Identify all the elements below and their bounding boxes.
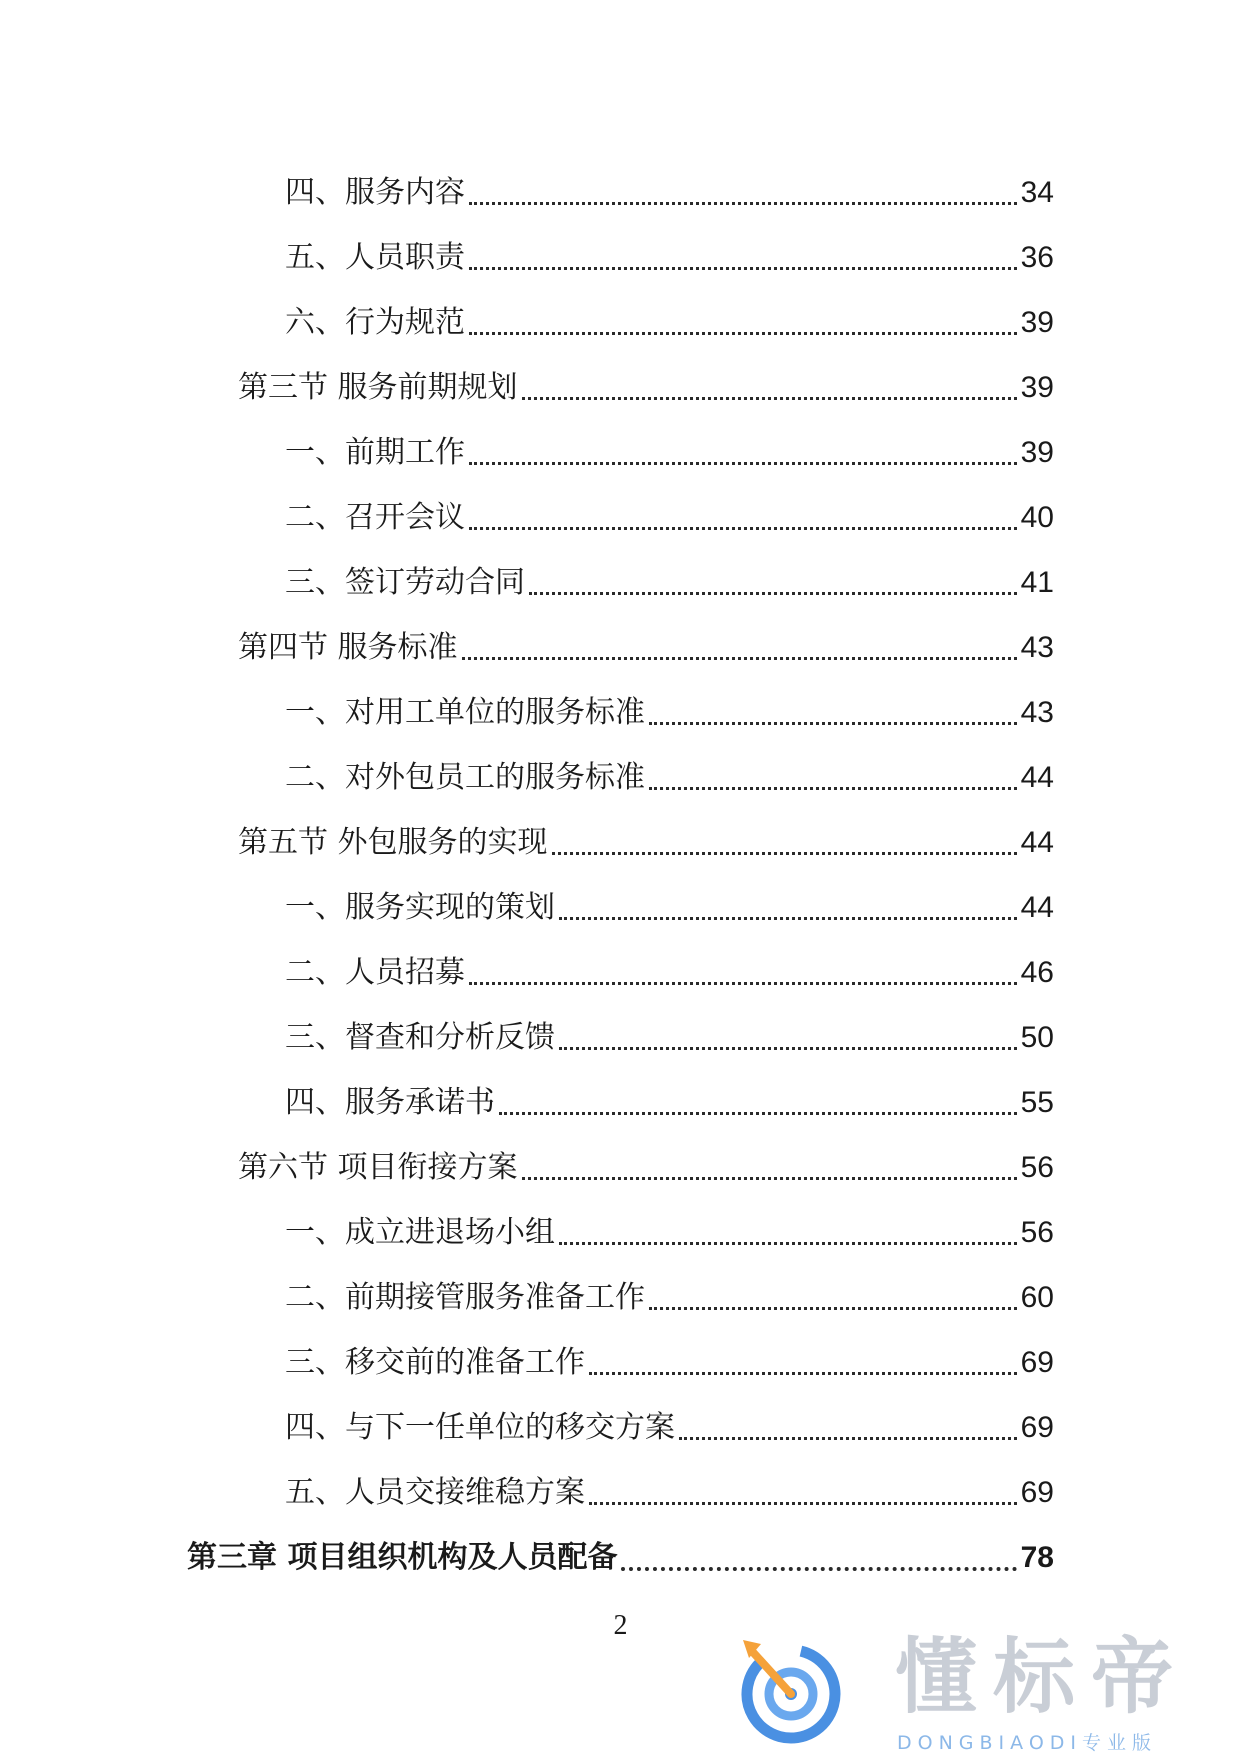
toc-entry-title: 第五节 外包服务的实现 — [238, 824, 548, 860]
toc-dot-leader — [469, 497, 1017, 530]
toc-entry-page: 41 — [1020, 565, 1054, 599]
toc-entry-page: 39 — [1020, 370, 1054, 404]
toc-entry-page: 56 — [1020, 1215, 1054, 1249]
toc-entry-page: 78 — [1020, 1540, 1054, 1574]
toc-entry-title: 第六节 项目衔接方案 — [238, 1149, 518, 1185]
toc-entry-title: 六、行为规范 — [285, 304, 465, 340]
toc-entry-title: 四、服务内容 — [285, 174, 465, 210]
toc-entry[interactable] — [0, 615, 1241, 680]
toc-entry-title: 第四节 服务标准 — [238, 629, 458, 665]
toc-dot-leader — [469, 302, 1017, 335]
toc-dot-leader — [529, 562, 1017, 595]
toc-entry-title: 二、前期接管服务准备工作 — [285, 1279, 645, 1315]
toc-entry-title: 一、前期工作 — [285, 434, 465, 470]
toc-entry[interactable] — [0, 225, 1241, 290]
toc-dot-leader — [522, 367, 1017, 400]
toc-dot-leader — [589, 1472, 1017, 1505]
toc-entry[interactable] — [0, 485, 1241, 550]
toc-entry-title: 二、人员招募 — [285, 954, 465, 990]
toc-entry[interactable] — [0, 355, 1241, 420]
toc-entry-title: 一、对用工单位的服务标准 — [285, 694, 645, 730]
toc-entry[interactable] — [0, 745, 1241, 810]
toc-entry[interactable] — [0, 940, 1241, 1005]
toc-entry-page: 44 — [1020, 890, 1054, 924]
toc-dot-leader — [559, 1212, 1017, 1245]
toc-entry-page: 43 — [1020, 630, 1054, 664]
target-arrow-icon — [735, 1628, 857, 1750]
toc-entry-title: 一、服务实现的策划 — [285, 889, 555, 925]
toc-dot-leader — [559, 1017, 1017, 1050]
toc-entry-page: 39 — [1020, 305, 1054, 339]
toc-dot-leader — [499, 1082, 1017, 1115]
toc-entry[interactable] — [0, 1330, 1241, 1395]
toc-dot-leader — [559, 887, 1017, 920]
toc-entry-page: 55 — [1020, 1085, 1054, 1119]
toc-entry-page: 44 — [1020, 760, 1054, 794]
toc-entry-title: 第三章 项目组织机构及人员配备 — [187, 1539, 618, 1575]
toc-entry[interactable] — [0, 810, 1241, 875]
toc-entry-page: 69 — [1020, 1475, 1054, 1509]
toc-entry[interactable] — [0, 680, 1241, 745]
toc-entry-page: 40 — [1020, 500, 1054, 534]
toc-dot-leader — [522, 1147, 1017, 1180]
toc-entry[interactable] — [0, 550, 1241, 615]
toc-entry[interactable] — [0, 420, 1241, 485]
toc-entry-page: 50 — [1020, 1020, 1054, 1054]
toc-entry-page: 46 — [1020, 955, 1054, 989]
toc-entry-page: 44 — [1020, 825, 1054, 859]
toc-entry-page: 39 — [1020, 435, 1054, 469]
toc-entry-title: 二、召开会议 — [285, 499, 465, 535]
toc-entry-title: 四、服务承诺书 — [285, 1084, 495, 1120]
toc-dot-leader — [469, 237, 1017, 270]
watermark-subtitle: DONGBIAODI专业版 — [897, 1732, 1158, 1754]
toc-entry-title: 三、签订劳动合同 — [285, 564, 525, 600]
toc-entry[interactable] — [0, 1525, 1241, 1590]
toc-dot-leader — [621, 1537, 1016, 1571]
toc-dot-leader — [649, 757, 1017, 790]
toc-entry[interactable] — [0, 160, 1241, 225]
toc-entry[interactable] — [0, 875, 1241, 940]
toc-entry-page: 69 — [1020, 1345, 1054, 1379]
toc-entry[interactable] — [0, 1135, 1241, 1200]
toc-entry-title: 一、成立进退场小组 — [285, 1214, 555, 1250]
toc-entry-title: 三、移交前的准备工作 — [285, 1344, 585, 1380]
table-of-contents — [0, 160, 1241, 1590]
toc-entry-title: 五、人员职责 — [285, 239, 465, 275]
toc-dot-leader — [469, 172, 1017, 205]
toc-entry-page: 69 — [1020, 1410, 1054, 1444]
toc-entry-title: 五、人员交接维稳方案 — [285, 1474, 585, 1510]
watermark — [735, 1628, 1235, 1754]
page-number: 2 — [613, 1610, 628, 1641]
toc-dot-leader — [552, 822, 1017, 855]
toc-entry[interactable] — [0, 1200, 1241, 1265]
toc-entry-title: 四、与下一任单位的移交方案 — [285, 1409, 675, 1445]
toc-entry-page: 43 — [1020, 695, 1054, 729]
toc-dot-leader — [649, 1277, 1017, 1310]
toc-dot-leader — [462, 627, 1017, 660]
toc-entry-title: 第三节 服务前期规划 — [238, 369, 518, 405]
toc-entry-page: 34 — [1020, 175, 1054, 209]
toc-entry[interactable] — [0, 290, 1241, 355]
toc-dot-leader — [469, 432, 1017, 465]
toc-entry-page: 56 — [1020, 1150, 1054, 1184]
toc-entry[interactable] — [0, 1265, 1241, 1330]
toc-entry[interactable] — [0, 1005, 1241, 1070]
toc-entry[interactable] — [0, 1460, 1241, 1525]
toc-entry[interactable] — [0, 1395, 1241, 1460]
toc-entry-title: 二、对外包员工的服务标准 — [285, 759, 645, 795]
toc-dot-leader — [469, 952, 1017, 985]
toc-dot-leader — [589, 1342, 1017, 1375]
toc-entry-page: 60 — [1020, 1280, 1054, 1314]
toc-entry-page: 36 — [1020, 240, 1054, 274]
toc-entry[interactable] — [0, 1070, 1241, 1135]
toc-entry-title: 三、督查和分析反馈 — [285, 1019, 555, 1055]
toc-dot-leader — [679, 1407, 1017, 1440]
toc-dot-leader — [649, 692, 1017, 725]
watermark-brand: 懂标帝 — [895, 1630, 1190, 1725]
